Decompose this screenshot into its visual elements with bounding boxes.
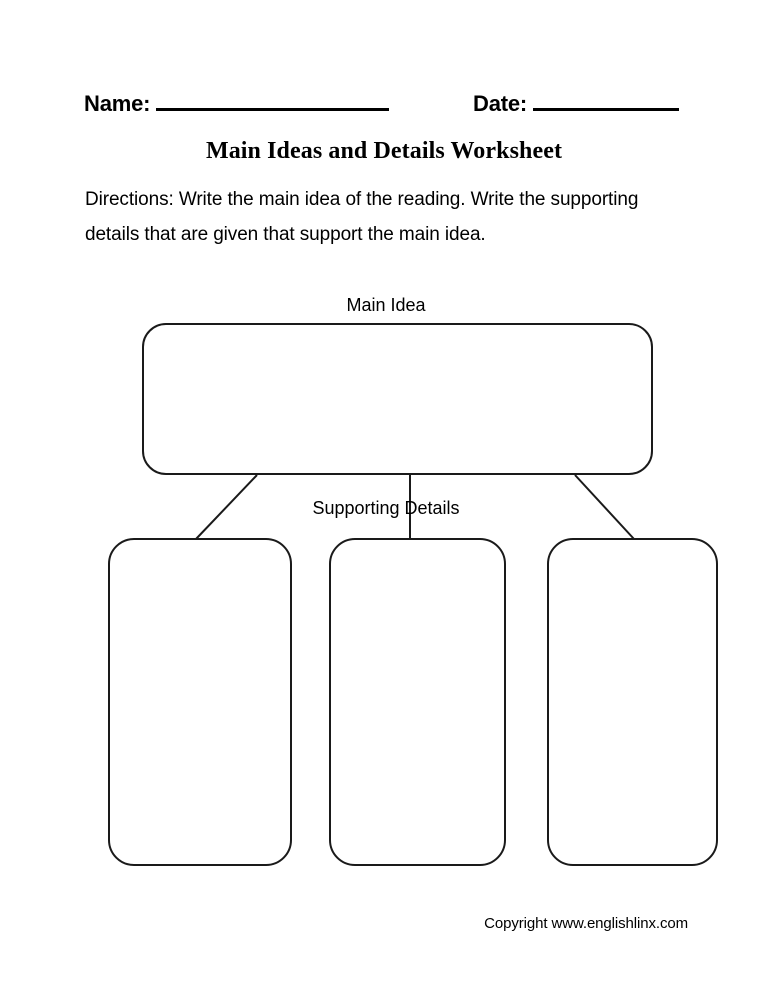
directions-text: Directions: Write the main idea of the reading. Write the supporting details that are given that support the main idea. [85, 189, 639, 245]
student-info-row [84, 88, 684, 122]
main-idea-label: Main Idea [346, 295, 426, 315]
name-field-group [84, 88, 389, 117]
supporting-details-label: Supporting Details [312, 498, 460, 518]
date-field-group [473, 88, 679, 117]
date-input[interactable] [533, 88, 679, 111]
connector-left [196, 475, 257, 539]
page-title: Main Ideas and Details Worksheet [205, 138, 563, 164]
connector-right [575, 475, 634, 539]
supporting-detail-box-1[interactable] [108, 538, 292, 866]
copyright-notice: Copyright www.englishlinx.com [484, 915, 688, 932]
date-label: Date: [473, 91, 528, 116]
main-idea-box[interactable] [142, 323, 653, 475]
supporting-detail-box-2[interactable] [329, 538, 506, 866]
name-input[interactable] [156, 88, 389, 111]
name-label: Name: [84, 91, 151, 116]
supporting-detail-box-3[interactable] [547, 538, 718, 866]
